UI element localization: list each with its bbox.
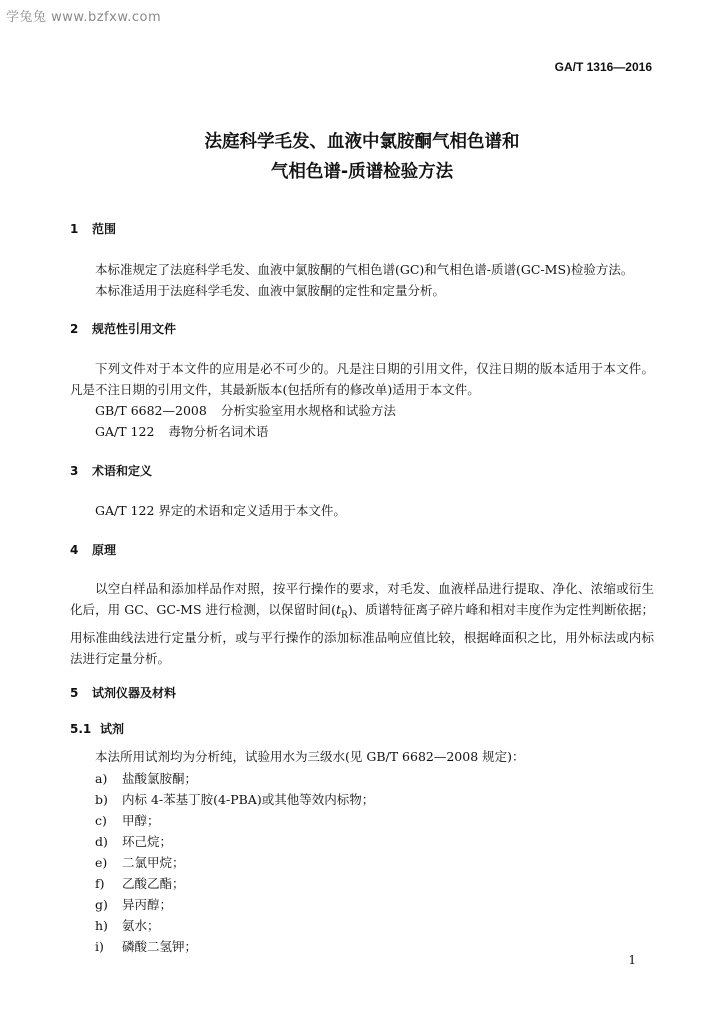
- section-5-1-intro: 本法所用试剂均为分析纯，试验用水为三级水(见 GB/T 6682—2008 规定)：: [95, 749, 525, 764]
- list-item-label: e): [95, 855, 108, 870]
- retention-time-symbol: t: [336, 602, 342, 617]
- section-3-heading: [70, 462, 152, 479]
- section-5-heading: [70, 684, 176, 701]
- list-item: [95, 831, 172, 852]
- list-item: [95, 873, 185, 894]
- list-item-text: 二氯甲烷；: [122, 855, 185, 870]
- document-title-line-2: 气相色谱-质谱检验方法: [270, 162, 454, 182]
- section-4-heading: [70, 541, 116, 558]
- section-5-1-heading: [70, 720, 124, 737]
- section-1-heading: [70, 220, 116, 237]
- list-item-text: 乙酸乙酯；: [122, 876, 185, 891]
- list-item-label: b): [95, 792, 108, 807]
- reference-code: GB/T 6682—2008: [95, 403, 207, 418]
- principle-text-end: )、质谱特征离子碎片峰和相对丰度作为定性判断依据；用标准曲线法进行定量分析，或与平行操作的添加标准品响应值比较，根据峰面积之比，用外标法或内标法进行定量分析。: [70, 602, 654, 666]
- list-item: [95, 789, 374, 810]
- section-2-paragraph-1: 下列文件对于本文件的应用是必不可少的。凡是注日期的引用文件，仅注日期的版本适用于本文件。凡是不注日期的引用文件，其最新版本(包括所有的修改单)适用于本文件。: [70, 361, 654, 397]
- section-1-paragraph-2: 本标准适用于法庭科学毛发、血液中氯胺酮的定性和定量分析。: [95, 283, 446, 298]
- list-item: [95, 852, 185, 873]
- page-number: 1: [628, 953, 636, 967]
- reference-title: 分析实验室用水规格和试验方法: [220, 403, 396, 418]
- section-title: 规范性引用文件: [92, 322, 177, 336]
- section-title: 试剂仪器及材料: [92, 686, 177, 700]
- list-item: [95, 768, 197, 789]
- list-item-label: c): [95, 813, 107, 828]
- list-item-label: a): [95, 771, 108, 786]
- section-number: 5.1: [70, 722, 92, 736]
- list-item: [95, 936, 197, 957]
- reference-title: 毒物分析名词术语: [168, 424, 269, 439]
- list-item: [95, 810, 160, 831]
- list-item-text: 氨水；: [122, 918, 160, 933]
- list-item-text: 内标 4-苯基丁胺(4-PBA)或其他等效内标物；: [122, 792, 375, 807]
- section-2-heading: [70, 320, 176, 337]
- reference-code: GA/T 122: [95, 424, 155, 439]
- section-title: 术语和定义: [92, 464, 153, 478]
- section-number: 1: [70, 222, 79, 236]
- list-item-label: d): [95, 834, 108, 849]
- section-number: 3: [70, 464, 79, 478]
- list-item: [95, 915, 160, 936]
- section-title: 范围: [92, 222, 117, 236]
- list-item-label: h): [95, 918, 108, 933]
- section-title: 原理: [92, 543, 117, 557]
- list-item-text: 盐酸氯胺酮；: [122, 771, 198, 786]
- normative-reference-2: [95, 421, 268, 442]
- list-item-text: 磷酸二氢钾；: [122, 939, 198, 954]
- list-item-label: f): [95, 876, 105, 891]
- section-number: 4: [70, 543, 79, 557]
- list-item-label: i): [95, 939, 104, 954]
- section-3-paragraph-1: GA/T 122 界定的术语和定义适用于本文件。: [95, 503, 346, 518]
- list-item-label: g): [95, 897, 108, 912]
- section-number: 5: [70, 686, 79, 700]
- standard-code: GA/T 1316—2016: [554, 60, 652, 74]
- list-item-text: 环己烷；: [122, 834, 173, 849]
- watermark: 学兔兔 www.bzfxw.com: [6, 10, 162, 25]
- document-title-line-1: 法庭科学毛发、血液中氯胺酮气相色谱和: [204, 132, 520, 152]
- normative-reference-1: [95, 400, 396, 421]
- section-4-paragraph-1: [70, 578, 654, 669]
- section-number: 2: [70, 322, 79, 336]
- principle-text-start: 以空白样品和添加样品作对照，按平行操作的要求，对毛发、血液样品进行提取、净化、浓缩或衍生化后，用 GC、GC-MS 进行检测，以保留时间(: [70, 581, 654, 617]
- retention-time-subscript: R: [341, 610, 348, 621]
- list-item-text: 异丙醇；: [122, 897, 173, 912]
- list-item: [95, 894, 172, 915]
- list-item-text: 甲醇；: [122, 813, 160, 828]
- section-title: 试剂: [100, 722, 125, 736]
- section-1-paragraph-1: 本标准规定了法庭科学毛发、血液中氯胺酮的气相色谱(GC)和气相色谱-质谱(GC-MS)检验方法。: [95, 262, 634, 277]
